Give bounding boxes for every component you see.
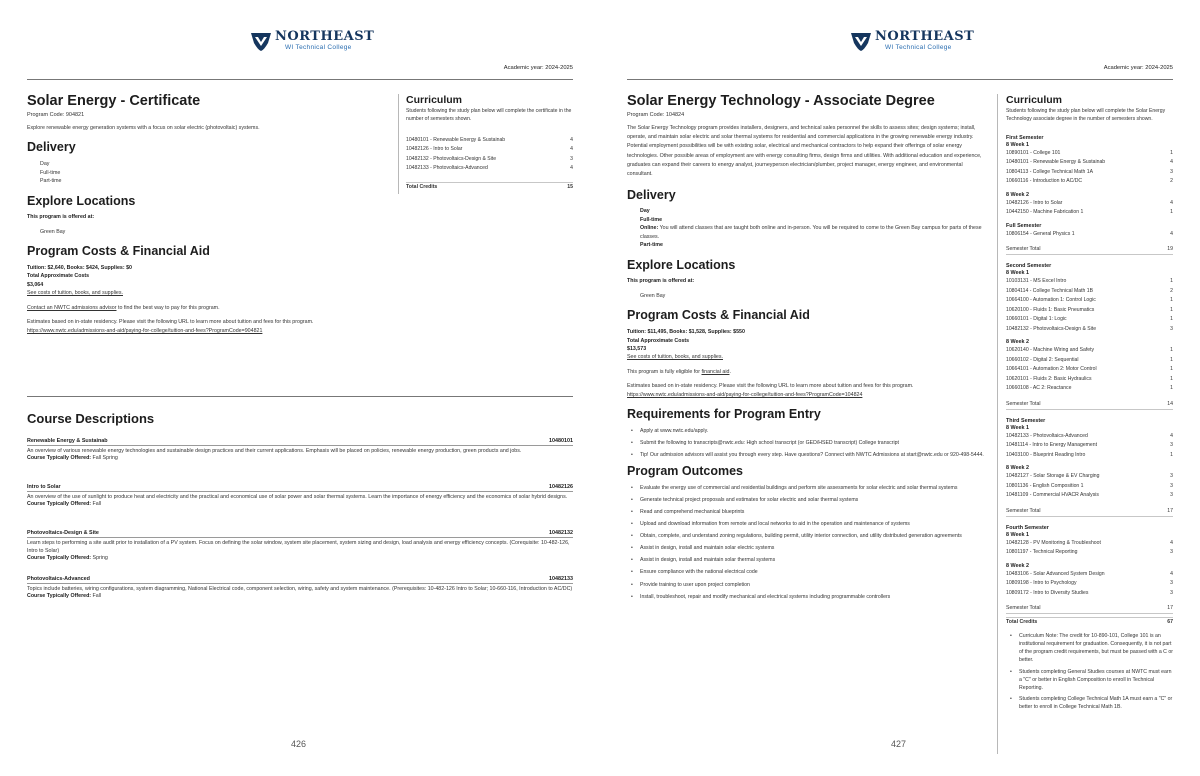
- course-row: [1006, 548, 1173, 558]
- contact-line: [27, 304, 392, 312]
- term-block: [1006, 192, 1173, 218]
- course-description: [27, 576, 573, 599]
- outcome-item: • Generate technical project proposals and estimates for solar electric and solar thermal systems: [627, 496, 989, 504]
- course-row: [1006, 325, 1173, 335]
- semester-divider: [1006, 409, 1173, 410]
- total-credits-value: 67: [1167, 619, 1173, 626]
- curriculum-heading: Curriculum: [1006, 94, 1063, 106]
- course-description: [27, 484, 573, 507]
- term-heading: 8 Week 2: [1006, 191, 1029, 198]
- course-name: 10103131 - MS Excel Intro: [1006, 278, 1067, 285]
- total-credits-label: Total Credits: [1006, 619, 1038, 626]
- course-row: [1006, 491, 1173, 501]
- tuition-line: Tuition: $2,640, Books: $424, Supplies: $0: [27, 265, 132, 271]
- delivery-heading: Delivery: [27, 140, 76, 155]
- locations-heading: Explore Locations: [627, 257, 736, 272]
- program-intro: The Solar Energy Technology program provides installers, designers, and technical sales personnel the skills to assess sites; design systems; install, operate, and maintain solar electric and solar thermal systems for residential and commercial applications in the growing renewable energy industry. Potential employment possibilities will be with existing solar, electrical and mechanical contractors to help expand their offerings of solar energy technologies. Other possible areas of employment are with energy consulting firms, design firms and utilities. With additional education and experience, graduates can expand their careers to energy analyst, journeyperson electrician/plumber, project manager, energy engineer, and environmental consultant.: [627, 124, 982, 178]
- course-row: [1006, 230, 1173, 240]
- semester-total-value: 17: [1167, 507, 1173, 514]
- course-description-header: [27, 576, 573, 584]
- semester-total-label: Semester Total: [1006, 246, 1041, 253]
- course-row: [406, 164, 573, 174]
- term-heading: 8 Week 1: [1006, 531, 1029, 538]
- course-name: 10660116 - Introduction to AC/DC: [1006, 178, 1083, 185]
- requirement-item: • Apply at www.nwtc.edu/apply.: [627, 427, 989, 435]
- financial-aid-line: [627, 368, 989, 376]
- course-name: 10482132 - Photovoltaics-Design & Site: [1006, 325, 1097, 332]
- course-title: Intro to Solar: [27, 484, 61, 490]
- course-row: [1006, 589, 1173, 599]
- course-name: 10660108 - AC 2: Reactance: [1006, 385, 1072, 392]
- see-costs-link[interactable]: See costs of tuition, books, and supplies.: [27, 290, 123, 297]
- semester-total-label: Semester Total: [1006, 400, 1041, 407]
- course-name: 10620100 - Fluids 1: Basic Pneumatics: [1006, 306, 1095, 313]
- tuition-url-link[interactable]: https://www.nwtc.edu/admissions-and-aid/paying-for-college/tuition-and-fees?ProgramCode=104824: [627, 391, 863, 398]
- logo-icon: [850, 30, 872, 52]
- term-heading: 8 Week 2: [1006, 562, 1029, 569]
- course-offered: [27, 501, 573, 507]
- college-name: NORTHEAST: [875, 29, 975, 45]
- requirement-item: • Tip! Our admission advisors will assist you through every step. Have questions? Connect with NWTC Admissions at start@nwtc.edu or 920-498-5444.: [627, 451, 989, 459]
- course-row: [1006, 375, 1173, 385]
- course-desc-text: An overview of various renewable energy technologies and sustainable design practices and their current applications. Emphasis will be placed on policies, renewable energy production, green products and jobs.: [27, 448, 522, 454]
- college-name: NORTHEAST: [275, 29, 375, 45]
- course-credits: 3: [570, 155, 573, 162]
- course-credits: 3: [1170, 168, 1173, 175]
- course-name: 10480101 - Renewable Energy & Sustainab: [406, 136, 506, 143]
- course-credits: 3: [1170, 589, 1173, 596]
- course-row: [1006, 384, 1173, 394]
- outcome-item: • Ensure compliance with the national electrical code: [627, 568, 989, 576]
- course-description-header: [27, 484, 573, 492]
- course-desc-text: Topics include batteries, wiring configurations, system diagramming, National Electrical code, component selection, wiring, safety and system maintenance. (Prerequisites: 10-482-126 Intro to Solar; 10-660-116, Introduction to AC/DC): [27, 586, 573, 592]
- course-descriptions-heading: Course Descriptions: [27, 411, 155, 426]
- course-name: 10664101 - Automation 2: Motor Control: [1006, 366, 1097, 373]
- course-credits: 1: [1170, 366, 1173, 373]
- delivery-item: Full-time: [40, 169, 61, 176]
- course-row: [1006, 208, 1173, 218]
- outcome-item: • Upload and download information from remote and local networks to aid in the operation and maintenance of systems: [627, 520, 989, 528]
- course-credits: 3: [1170, 473, 1173, 480]
- academic-year: Academic year: 2024-2025: [503, 65, 573, 71]
- header-divider: [27, 79, 573, 80]
- costs-heading: Program Costs & Financial Aid: [627, 308, 810, 323]
- course-desc-text: An overview of the use of sunlight to produce heat and electricity and the practical and economical use of solar power and solar thermal systems. Learn the importance of energy efficiency and the economics of solar hybrid designs.: [27, 494, 568, 500]
- program-intro: Explore renewable energy generation systems with a focus on solar electric (photovoltaic) systems.: [27, 124, 260, 131]
- course-credits: 2: [1170, 287, 1173, 294]
- course-credits: 1: [1170, 375, 1173, 382]
- course-name: 10804113 - College Technical Math 1A: [1006, 168, 1094, 175]
- course-credits: 1: [1170, 385, 1173, 392]
- page-right: [600, 0, 1200, 776]
- column-divider: [398, 94, 399, 194]
- offered-terms: Fall: [91, 501, 102, 508]
- course-name: 10481109 - Commercial HVACR Analysis: [1006, 492, 1099, 499]
- course-description-header: [27, 438, 573, 446]
- program-code: Program Code: 904821: [27, 111, 85, 118]
- course-name: 10482128 - PV Monitoring & Troubleshoot: [1006, 539, 1101, 546]
- see-costs-link[interactable]: See costs of tuition, books, and supplies.: [627, 354, 723, 361]
- course-row: [1006, 306, 1173, 316]
- course-row: [1006, 158, 1173, 168]
- offered-terms: Fall Spring: [91, 455, 118, 462]
- page-number: 427: [891, 739, 907, 749]
- outcome-item: • Evaluate the energy use of commercial and residential buildings and perform site assessments for solar electric and solar thermal systems: [627, 484, 989, 492]
- course-row: [1006, 177, 1173, 187]
- offered-label: Course Typically Offered:: [27, 501, 92, 508]
- section-divider: [27, 396, 573, 397]
- course-name: 10403100 - Blueprint Reading Intro: [1006, 451, 1086, 458]
- program-overview: [27, 94, 392, 335]
- course-row: [1006, 472, 1173, 482]
- semester-list: [1006, 135, 1173, 615]
- course-title: Photovoltaics-Advanced: [27, 576, 90, 582]
- course-row: [1006, 432, 1173, 442]
- course-row: [1006, 296, 1173, 306]
- course-code: 10482132: [549, 530, 573, 536]
- course-desc-text: Learn steps to performing a site audit prior to installation of a PV system. Focus on defining the solar window, system site placement, system sizing and design, load analysis and energy efficiency concepts. (Corequisite: 10-482-126, Intro to Solar): [27, 540, 570, 555]
- course-row: [406, 136, 573, 146]
- locations-heading: Explore Locations: [27, 193, 136, 208]
- course-description-header: [27, 530, 573, 538]
- outcome-item: • Assist in design, install and maintain solar electric systems: [627, 544, 989, 552]
- delivery-online: [627, 224, 989, 241]
- course-credits: 3: [1170, 482, 1173, 489]
- term-heading: 8 Week 2: [1006, 339, 1029, 346]
- header-divider: [627, 79, 1173, 80]
- offered-label: Course Typically Offered:: [27, 455, 92, 462]
- course-row: [406, 155, 573, 165]
- course-row: [1006, 579, 1173, 589]
- term-block: [1006, 223, 1173, 240]
- term-heading: 8 Week 2: [1006, 465, 1029, 472]
- curriculum-intro: Students following the study plan below will complete the Solar Energy Technology associate degree in the number of semesters shown.: [1006, 108, 1166, 122]
- semester-divider: [1006, 516, 1173, 517]
- online-text: You will attend classes that are taught both online and in-person. You will be required to come to the Green Bay campus for parts of these classes.: [640, 225, 982, 240]
- course-name: 10482126 - Intro to Solar: [1006, 199, 1063, 206]
- logo-icon: [250, 30, 272, 52]
- aid-text: This program is fully eligible for: [627, 368, 702, 375]
- delivery-item: Part-time: [40, 178, 62, 185]
- course-title: Photovoltaics-Design & Site: [27, 530, 99, 536]
- course-name: 10804114 - College Technical Math 1B: [1006, 287, 1094, 294]
- requirements-heading: Requirements for Program Entry: [627, 407, 821, 422]
- course-credits: 1: [1170, 316, 1173, 323]
- course-row: [1006, 346, 1173, 356]
- total-costs-label: Total Approximate Costs: [627, 337, 690, 344]
- course-row: [1006, 570, 1173, 580]
- course-name: 10483106 - Solar Advanced System Design: [1006, 570, 1105, 577]
- total-costs-value: $13,573: [627, 346, 647, 352]
- delivery-item: Part-time: [640, 242, 663, 249]
- course-name: 10480101 - Renewable Energy & Sustainab: [1006, 159, 1106, 166]
- outcome-item: • Install, troubleshoot, repair and modify mechanical and electrical systems including programmable controllers: [627, 593, 989, 601]
- course-credits: 3: [1170, 580, 1173, 587]
- delivery-item: Day: [640, 208, 650, 215]
- term-block: [1006, 563, 1173, 599]
- course-row: [1006, 168, 1173, 178]
- offered-at-label: This program is offered at:: [627, 278, 695, 285]
- course-credits: 1: [1170, 149, 1173, 156]
- course-credits: 3: [1170, 549, 1173, 556]
- course-credits: 1: [1170, 356, 1173, 363]
- semester-total-row: [1006, 400, 1173, 409]
- course-credits: 4: [570, 136, 573, 143]
- course-credits: 3: [1170, 442, 1173, 449]
- total-costs-value: $3,064: [27, 281, 44, 288]
- course-offered: [27, 593, 573, 599]
- curriculum-heading: Curriculum: [406, 94, 463, 106]
- course-name: 10801197 - Technical Reporting: [1006, 549, 1078, 556]
- estimates-text: Estimates based on in-state residency. Please visit the following URL to learn more about tuition and fees for this program.: [27, 319, 314, 326]
- curriculum-note: • Curriculum Note: The credit for 10-890-101, College 101 is an institutional requirement for graduation. Consequently, it is not part of the program credit requirements, but must be passed with a C or better.: [1006, 632, 1173, 664]
- course-row: [1006, 199, 1173, 209]
- course-row: [1006, 315, 1173, 325]
- course-credits: 3: [1170, 325, 1173, 332]
- term-block: [1006, 465, 1173, 501]
- course-title: Renewable Energy & Sustainab: [27, 438, 108, 444]
- course-row: [1006, 365, 1173, 375]
- course-credits: 4: [570, 146, 573, 153]
- semester-block: [1006, 418, 1173, 517]
- course-name: 10664100 - Automation 1: Control Logic: [1006, 297, 1096, 304]
- college-logo: [850, 30, 974, 52]
- requirement-item: • Submit the following to transcripts@nwtc.edu: High school transcript (or GED/HSED transcript) College transcript: [627, 439, 989, 447]
- semester-total-value: 14: [1167, 400, 1173, 407]
- semester-total-row: [1006, 245, 1173, 254]
- course-row: [1006, 539, 1173, 549]
- semester-divider: [1006, 254, 1173, 255]
- college-subname: WI Technical College: [885, 44, 952, 52]
- offered-terms: Fall: [91, 593, 102, 600]
- course-credits: 4: [1170, 159, 1173, 166]
- offered-terms: Spring: [91, 555, 108, 562]
- semester-total-label: Semester Total: [1006, 605, 1041, 612]
- delivery-heading: Delivery: [627, 187, 676, 202]
- semester-total-value: 19: [1167, 246, 1173, 253]
- term-block: [1006, 270, 1173, 334]
- course-name: 10660101 - Digital 1: Logic: [1006, 316, 1067, 323]
- course-name: 10806154 - General Physics 1: [1006, 230, 1075, 237]
- semester-total-row: [1006, 507, 1173, 516]
- curriculum-intro: Students following the study plan below will complete the certificate in the number of semesters shown.: [406, 108, 572, 122]
- term-heading: 8 Week 1: [1006, 141, 1029, 148]
- costs-heading: Program Costs & Financial Aid: [27, 244, 210, 259]
- course-credits: 4: [1170, 539, 1173, 546]
- program-overview: [627, 94, 989, 605]
- course-credits: 3: [1170, 492, 1173, 499]
- course-offered: [27, 555, 573, 561]
- curriculum-note: • Students completing General Studies courses at NWTC must earn a "C" or better in English Composition to enroll in Technical Reporting.: [1006, 668, 1173, 692]
- course-row: [1006, 287, 1173, 297]
- total-credits-row: [1006, 618, 1173, 627]
- course-row: [1006, 451, 1173, 461]
- total-costs-label: Total Approximate Costs: [27, 273, 90, 280]
- total-credits-row: [406, 183, 573, 192]
- semester-heading: Third Semester: [1006, 417, 1046, 424]
- course-name: 10620140 - Machine Wiring and Safety: [1006, 347, 1095, 354]
- semester-heading: Second Semester: [1006, 263, 1052, 270]
- course-name: 10482127 - Solar Storage & EV Charging: [1006, 473, 1100, 480]
- column-divider: [997, 94, 998, 754]
- course-credits: 1: [1170, 347, 1173, 354]
- online-label: Online:: [640, 225, 659, 232]
- course-credits: 1: [1170, 297, 1173, 304]
- course-row: [1006, 356, 1173, 366]
- semester-divider: [1006, 613, 1173, 614]
- contact-rest-text: to find the best way to pay for this program.: [116, 304, 220, 311]
- total-credits-value: 15: [567, 183, 573, 190]
- college-logo: [250, 30, 374, 52]
- outcome-item: • Obtain, complete, and understand zoning regulations, building permit, utility interior connection, and utility distributed generation agreements: [627, 532, 989, 540]
- course-credits: 1: [1170, 306, 1173, 313]
- requirements-list: [627, 427, 989, 459]
- course-name: 10482132 - Photovoltaics-Design & Site: [406, 155, 497, 162]
- outcomes-list: [627, 484, 989, 601]
- total-credits-label: Total Credits: [406, 183, 438, 190]
- course-credits: 4: [1170, 199, 1173, 206]
- course-credits: 4: [1170, 570, 1173, 577]
- course-offered: [27, 455, 573, 461]
- course-credits: 4: [570, 165, 573, 172]
- course-row: [1006, 277, 1173, 287]
- delivery-item: Full-time: [640, 216, 663, 223]
- outcome-item: • Assist in design, install and maintain solar thermal systems: [627, 556, 989, 564]
- course-credits: 1: [1170, 209, 1173, 216]
- financial-aid-link[interactable]: financial aid: [701, 368, 730, 375]
- course-description: [27, 438, 573, 461]
- course-name: 10482126 - Intro to Solar: [406, 146, 463, 153]
- semester-heading: Fourth Semester: [1006, 524, 1049, 531]
- course-name: 10482133 - Photovoltaics-Advanced: [1006, 432, 1088, 439]
- offered-label: Course Typically Offered:: [27, 593, 92, 600]
- semester-total-label: Semester Total: [1006, 507, 1041, 514]
- semester-total-row: [1006, 604, 1173, 613]
- course-name: 10482133 - Photovoltaics-Advanced: [406, 165, 488, 172]
- semester-block: [1006, 135, 1173, 256]
- course-code: 10482133: [549, 576, 573, 582]
- term-block: [1006, 425, 1173, 461]
- course-name: 10660102 - Digital 2: Sequential: [1006, 356, 1079, 363]
- course-credits: 1: [1170, 278, 1173, 285]
- semester-heading: First Semester: [1006, 134, 1044, 141]
- course-name: 10890101 - College 101: [1006, 149, 1061, 156]
- program-code: Program Code: 104824: [627, 111, 685, 118]
- course-credits: 2: [1170, 178, 1173, 185]
- course-name: 10809172 - Intro to Diversity Studies: [1006, 589, 1089, 596]
- course-name: 10809198 - Intro to Psychology: [1006, 580, 1077, 587]
- curriculum-panel: [406, 94, 573, 192]
- curriculum-panel: [1006, 94, 1173, 714]
- course-code: 10480101: [549, 438, 573, 444]
- course-credits: 1: [1170, 451, 1173, 458]
- course-row: [1006, 482, 1173, 492]
- tuition-url-link[interactable]: https://www.nwtc.edu/admissions-and-aid/paying-for-college/tuition-and-fees?ProgramCode=904821: [27, 327, 263, 334]
- term-block: [1006, 339, 1173, 394]
- academic-year: Academic year: 2024-2025: [1103, 65, 1173, 71]
- term-heading: Full Semester: [1006, 222, 1042, 229]
- outcome-item: • Read and comprehend mechanical blueprints: [627, 508, 989, 516]
- offered-label: Course Typically Offered:: [27, 555, 92, 562]
- term-block: [1006, 532, 1173, 558]
- outcomes-heading: Program Outcomes: [627, 464, 744, 479]
- tuition-line: Tuition: $11,495, Books: $1,528, Supplies: $550: [627, 329, 745, 336]
- contact-advisor-link[interactable]: Contact an NWTC admissions advisor: [27, 304, 117, 311]
- term-block: [1006, 142, 1173, 187]
- course-credits: 4: [1170, 432, 1173, 439]
- curriculum-notes: [1006, 632, 1173, 711]
- course-description: [27, 530, 573, 561]
- semester-block: [1006, 525, 1173, 615]
- page-title: Solar Energy Technology - Associate Degree: [627, 93, 935, 109]
- college-subname: WI Technical College: [285, 44, 352, 52]
- course-name: 10620101 - Fluids 2: Basic Hydraulics: [1006, 375, 1092, 382]
- delivery-item: Day: [40, 161, 50, 168]
- offered-at-label: This program is offered at:: [27, 214, 95, 221]
- aid-end: .: [729, 368, 731, 375]
- semester-block: [1006, 263, 1173, 410]
- semester-total-value: 17: [1167, 605, 1173, 612]
- term-heading: 8 Week 1: [1006, 270, 1029, 277]
- outcome-item: • Provide training to user upon project completion: [627, 581, 989, 589]
- course-row: [1006, 441, 1173, 451]
- location-name: Green Bay: [40, 228, 66, 235]
- course-row: [406, 145, 573, 155]
- course-credits: 4: [1170, 230, 1173, 237]
- course-name: 10801136 - English Composition 1: [1006, 482, 1084, 489]
- location-name: Green Bay: [640, 292, 666, 299]
- estimates-text: Estimates based on in-state residency. Please visit the following URL to learn more about tuition and fees for this program.: [627, 383, 914, 390]
- page-number: 426: [291, 739, 307, 749]
- course-name: 10481114 - Intro to Energy Management: [1006, 442, 1097, 449]
- course-name: 10442150 - Machine Fabrication 1: [1006, 209, 1084, 216]
- term-heading: 8 Week 1: [1006, 424, 1029, 431]
- page-title: Solar Energy - Certificate: [27, 93, 201, 109]
- course-code: 10482126: [549, 484, 573, 490]
- curriculum-note: • Students completing College Technical Math 1A must earn a "C" or better to enroll in College Technical Math 1B.: [1006, 695, 1173, 711]
- course-row: [1006, 149, 1173, 159]
